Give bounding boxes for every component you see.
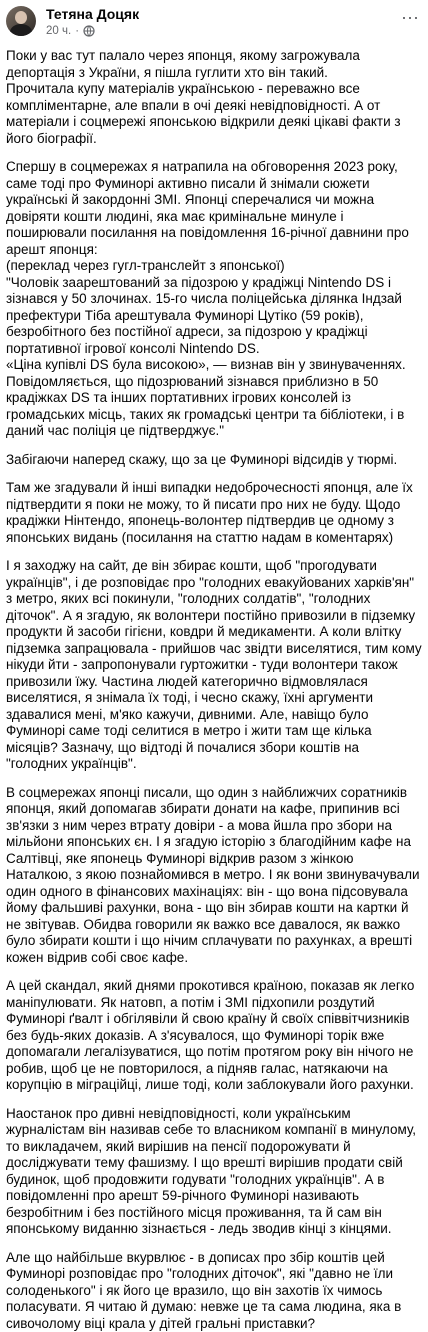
post-paragraph: А цей скандал, який днями прокотився країною, показав як легко маніпулювати. Як натовп, а потім і ЗМІ підхопили роздутий Фуминорі ґвалт і обгілявіли й свою країну й своїх співвітчизників без будь-яких доказів. А з'ясувалося, що Фуминорі торік вже допомагали легалізуватися, що потім протягом року він нічого не робив, щоб це не повторилося, а підняв галас, натякаючи на корупцію в міграційці, лише тоді, коли заблокували його рахунки. [6,978,422,1094]
avatar[interactable] [6,6,36,36]
post-time[interactable]: 20 ч. [46,25,71,37]
post-header [0,0,428,48]
author-name[interactable]: Тетяна Доцяк [46,6,139,22]
meta-separator: · [75,25,79,37]
post-meta [46,25,95,37]
post-body [0,48,428,1332]
post-paragraph: Поки у вас тут палало через японця, якому загрожувала депортація з України, я пішла гуглити хто він такий. Прочитала купу матеріалів українською - переважно все компліментарне, але впали в очі деякі невідповідності. А от матеріали і соцмережі японською відкрили деякі цікаві факти з його біографії. [6,48,422,147]
post-paragraph: І я заходжу на сайт, де він збирає кошти, щоб "прогодувати українців", і де розповідає про "голодних евакуйованих харків'ян" з метро, яких всі покинули, "голодних солдатів", "голодних діточок". А я згадую, як волонтери постійно привозили в підземку продукти й засоби гігієни, ковдри й медикаменти. А коли влітку підземка запрацювала - прийшов час звідти виселятися, тим кому нікуди йти - запропонували гуртожитки - туди волонтери також привозили їжу. Частина людей категорично відмовлялася виселятися, я знімала їх тоді, і чесно скажу, їхні аргументи здавалися мені, м'яко кажучи, дивними. Але, навіщо було Фуминорі саме тоді селитися в метро і жити там ще кілька місяців? Зазначу, що відтоді й почалися збори коштів на "голодних українців". [6,558,422,773]
post-paragraph: Наостанок про дивні невідповідності, коли українським журналістам він називав себе то власником компанії в минулому, то викладачем, який вирішив на пенсії подорожувати й досліджувати тему фашизму. І що врешті вирішив продати свій будинок, щоб продовжити годувати "голодних українців". А в повідомленні про арешт 59-річного Фуминорі називають безробітним і без постійного місця проживання, та й сам він японському виданню зізнається - ледь зводив кінці з кінцями. [6,1106,422,1238]
more-dots-icon[interactable]: ⋯ [401,8,420,29]
post-paragraph: В соцмережах японці писали, що один з найближчих соратників японця, який допомагав збирати донати на кафе, припинив всі зв'язки з ним через втрату довіри - а мова йшла про збори на мільйони японських єн. І я згадую історію з благодійним кафе на Салтівці, яке японець Фуминорі відкрив разом з жінкою Наталкою, з якою познайомився в метро. І як вони звинувачували один одного в фінансових махінаціях: він - що вона підсовувала йому фальшиві рахунки, вона - що він збирав кошти на картки й не звітував. Обидва говорили як важко все давалося, як важко було збирати кошти і що нічим сплачувати по рахунках, а врешті кожен відрив собі своє кафе. [6,785,422,967]
post-paragraph: Там же згадували й інші випадки недоброчесності японця, але їх підтвердити я поки не можу, то й писати про них не буду. Щодо крадіжки Нінтендо, японець-волонтер підтвердив це одному з японських видань (посилання на статтю надам в коментарях) [6,480,422,546]
avatar-body [10,24,32,36]
avatar-face [15,11,27,24]
post-paragraph: Але що найбільше вкурвлює - в дописах про збір коштів цей Фуминорі розповідає про "голодних діточок", які "давно не їли солоденького" і як його це вразило, що він захотів їх чимось поласувати. Я читаю й думаю: невже це та сама людина, яка в сивочолому віці крала у дітей гральні приставки? [6,1250,422,1332]
post-paragraph: Забігаючи наперед скажу, що за це Фуминорі відсидів у тюрмі. [6,452,422,469]
globe-icon [83,25,95,37]
post-paragraph: Спершу в соцмережах я натрапила на обговорення 2023 року, саме тоді про Фуминорі активно писали й знімали сюжети українські й закордонні ЗМІ. Японці сперечалися чи можна довіряти кошти людині, яка має кримінальне минуле і поширювали посилання на повідомлення 16-річної давнини про арешт японця: (переклад через гугл-транслейт з японської) "Чоловік заарештований за підозрою у крадіжці Nintendo DS і зізнався у 50 злочинах. 15-го числа поліцейська ділянка Індзай префектури Тіба арештувала Фуминорі Цутіко (59 років), безробітного без постійної адреси, за підозрою у крадіжці портативної ігрової консолі Nintendo DS. «Ціна купівлі DS була високою», — визнав він у звинуваченнях. Повідомляється, що підозрюваний зізнався приблизно в 50 крадіжках DS та інших портативних ігрових консолей із громадських місць, таких як громадські центри та бібліотеки, і в даний час поліція це підтверджує." [6,159,422,440]
